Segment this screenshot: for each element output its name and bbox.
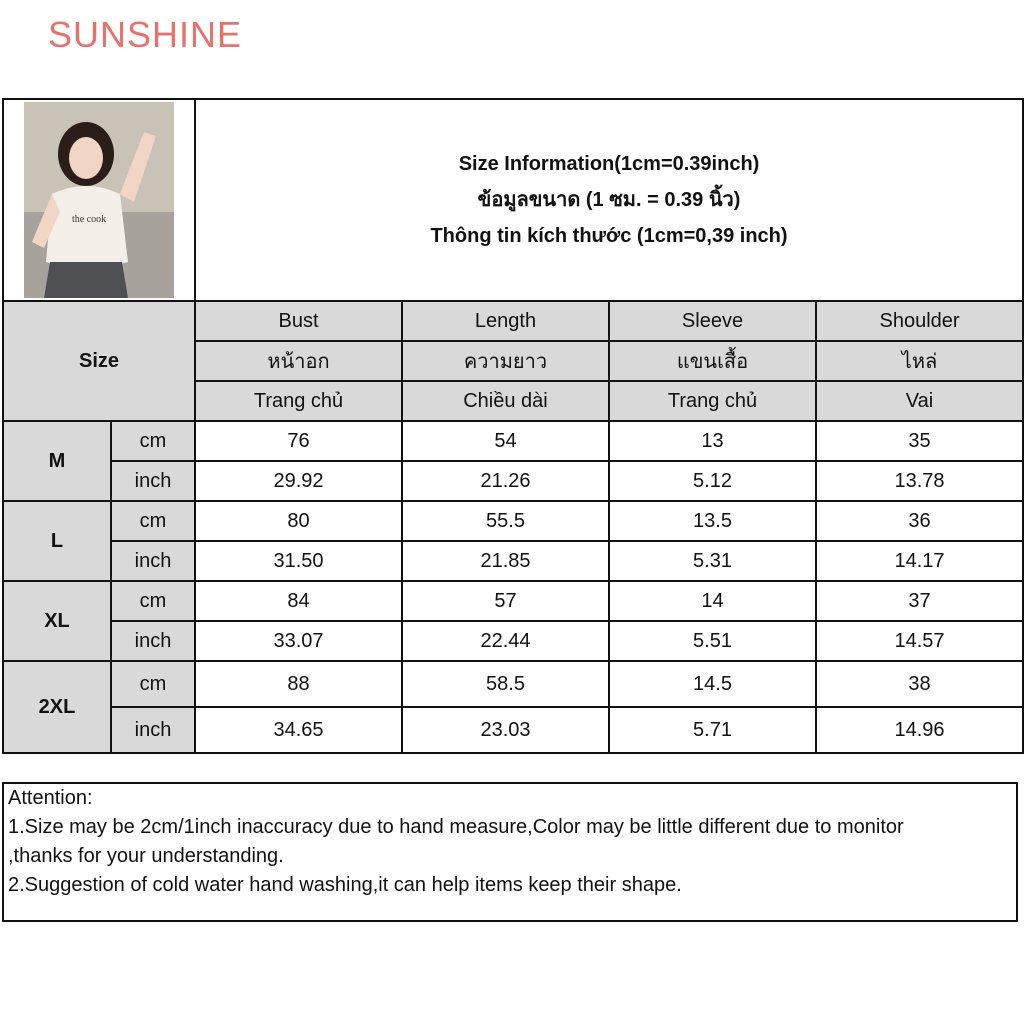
size-l-label: L [3,501,111,581]
unit-inch: inch [111,621,195,661]
cell-l-inch-shoulder: 14.17 [816,541,1023,581]
size-2xl-label: 2XL [3,661,111,753]
note-line-2: 2.Suggestion of cold water hand washing,it can help items keep their shape. [8,874,682,896]
size-xl-label: XL [3,581,111,661]
attention-note [2,782,1018,922]
note-line-1: 1.Size may be 2cm/1inch inaccuracy due to hand measure,Color may be little different due to monitor [8,816,904,838]
cell-l-cm-sleeve: 13.5 [609,501,816,541]
size-header: Size [3,301,195,421]
brand-logo: SUNSHINE [48,14,243,55]
title-line-vi: Thông tin kích thước (1cm=0,39 inch) [430,225,788,247]
note-heading: Attention: [8,787,93,809]
col-header-length-en: Length [402,301,609,341]
cell-l-cm-shoulder: 36 [816,501,1023,541]
cell-2xl-inch-bust: 34.65 [195,707,402,753]
col-header-bust-vi: Trang chủ [195,381,402,421]
col-header-length-vi: Chiều dài [402,381,609,421]
cell-l-cm-bust: 80 [195,501,402,541]
cell-m-inch-shoulder: 13.78 [816,461,1023,501]
cell-xl-cm-bust: 84 [195,581,402,621]
unit-cm: cm [111,661,195,707]
unit-inch: inch [111,461,195,501]
cell-m-inch-length: 21.26 [402,461,609,501]
note-line-1-cont: ,thanks for your understanding. [8,845,284,867]
cell-m-cm-shoulder: 35 [816,421,1023,461]
cell-2xl-cm-length: 58.5 [402,661,609,707]
title-line-th: ข้อมูลขนาด (1 ซม. = 0.39 นิ้ว) [477,189,741,211]
cell-m-cm-length: 54 [402,421,609,461]
cell-xl-cm-sleeve: 14 [609,581,816,621]
cell-xl-cm-length: 57 [402,581,609,621]
cell-xl-inch-length: 22.44 [402,621,609,661]
cell-l-inch-sleeve: 5.31 [609,541,816,581]
size-m-label: M [3,421,111,501]
col-header-shoulder-en: Shoulder [816,301,1023,341]
cell-m-inch-sleeve: 5.12 [609,461,816,501]
unit-cm: cm [111,581,195,621]
col-header-bust-th: หน้าอก [195,341,402,381]
col-header-sleeve-th: แขนเสื้อ [609,341,816,381]
cell-2xl-cm-sleeve: 14.5 [609,661,816,707]
product-photo-cell [3,99,195,301]
cell-l-inch-bust: 31.50 [195,541,402,581]
cell-2xl-inch-sleeve: 5.71 [609,707,816,753]
product-photo [24,102,174,298]
col-header-sleeve-vi: Trang chủ [609,381,816,421]
cell-xl-cm-shoulder: 37 [816,581,1023,621]
col-header-length-th: ความยาว [402,341,609,381]
col-header-bust-en: Bust [195,301,402,341]
size-chart-table [2,98,1024,754]
unit-inch: inch [111,707,195,753]
col-header-sleeve-en: Sleeve [609,301,816,341]
title-line-en: Size Information(1cm=0.39inch) [458,153,760,175]
cell-2xl-cm-shoulder: 38 [816,661,1023,707]
unit-cm: cm [111,501,195,541]
col-header-shoulder-th: ไหล่ [816,341,1023,381]
cell-m-inch-bust: 29.92 [195,461,402,501]
cell-2xl-inch-shoulder: 14.96 [816,707,1023,753]
title-cell [195,99,1023,301]
unit-cm: cm [111,421,195,461]
cell-xl-inch-shoulder: 14.57 [816,621,1023,661]
unit-inch: inch [111,541,195,581]
cell-l-inch-length: 21.85 [402,541,609,581]
cell-m-cm-sleeve: 13 [609,421,816,461]
cell-xl-inch-sleeve: 5.51 [609,621,816,661]
cell-xl-inch-bust: 33.07 [195,621,402,661]
col-header-shoulder-vi: Vai [816,381,1023,421]
cell-l-cm-length: 55.5 [402,501,609,541]
cell-2xl-inch-length: 23.03 [402,707,609,753]
svg-text:the cook: the cook [72,214,107,225]
cell-m-cm-bust: 76 [195,421,402,461]
cell-2xl-cm-bust: 88 [195,661,402,707]
